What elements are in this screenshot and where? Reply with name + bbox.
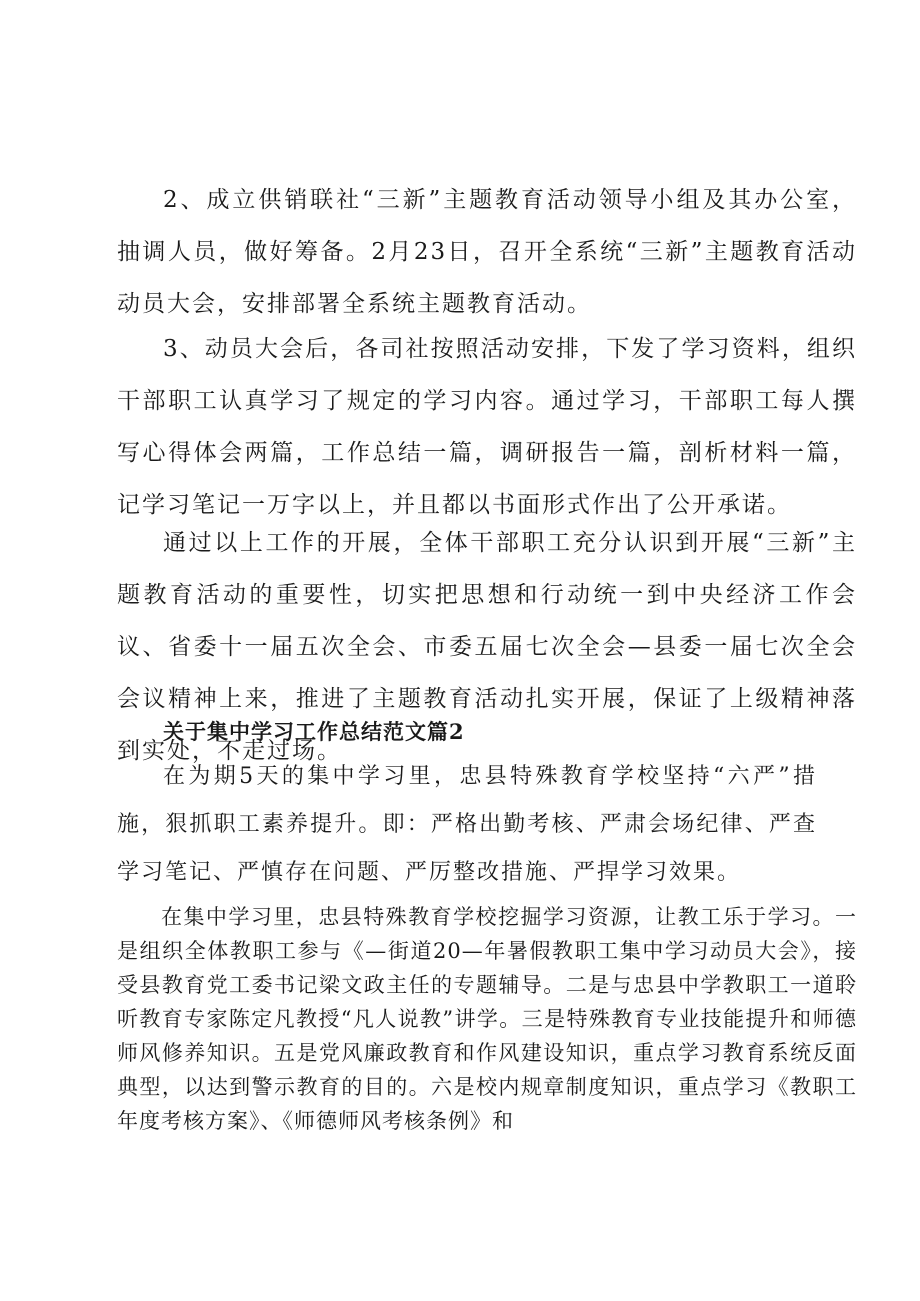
paragraph-six-strict: 在为期5天的集中学习里，忠县特殊教育学校坚持“六严”措施，狠抓职工素养提升。即：严格出勤考核、严肃会场纪律、严查学习笔记、严慎存在问题、严厉整改措施、严捍学习效果。 — [117, 764, 817, 885]
paragraph-item-2: 2、成立供销联社“三新”主题教育活动领导小组及其办公室，抽调人员，做好筹备。2月23日，召开全系统“三新”主题教育活动动员大会，安排部署全系统主题教育活动。 — [117, 187, 857, 317]
paragraph-summary: 通过以上工作的开展，全体干部职工充分认识到开展“三新”主题教育活动的重要性，切实把思想和行动统一到中央经济工作会议、省委十一届五次全会、市委五届七次全会—县委一届七次全会会议精神上来，推进了主题教育活动扎实开展，保证了上级精神落到实处，不走过场。 — [117, 530, 857, 764]
paragraph-learning-resources: 在集中学习里，忠县特殊教育学校挖掘学习资源，让教工乐于学习。一是组织全体教职工参与《—街道20—年暑假教职工集中学习动员大会》，接受县教育党工委书记梁文政主任的专题辅导。二是与忠县中学教职工一道聆听教育专家陈定凡教授“凡人说教”讲学。三是特殊教育专业技能提升和师德师风修养知识。五是党风廉政教育和作风建设知识，重点学习教育系统反面典型，以达到警示教育的目的。六是校内规章制度知识，重点学习《教职工年度考核方案》、《师德师风考核条例》和 — [117, 905, 857, 1133]
paragraph-item-3: 3、动员大会后，各司社按照活动安排，下发了学习资料，组织干部职工认真学习了规定的学习内容。通过学习，干部职工每人撰写心得体会两篇，工作总结一篇，调研报告一篇，剖析材料一篇，记学习笔记一万字以上，并且都以书面形式作出了公开承诺。 — [117, 336, 857, 518]
section-heading: 关于集中学习工作总结范文篇2 — [163, 719, 465, 744]
